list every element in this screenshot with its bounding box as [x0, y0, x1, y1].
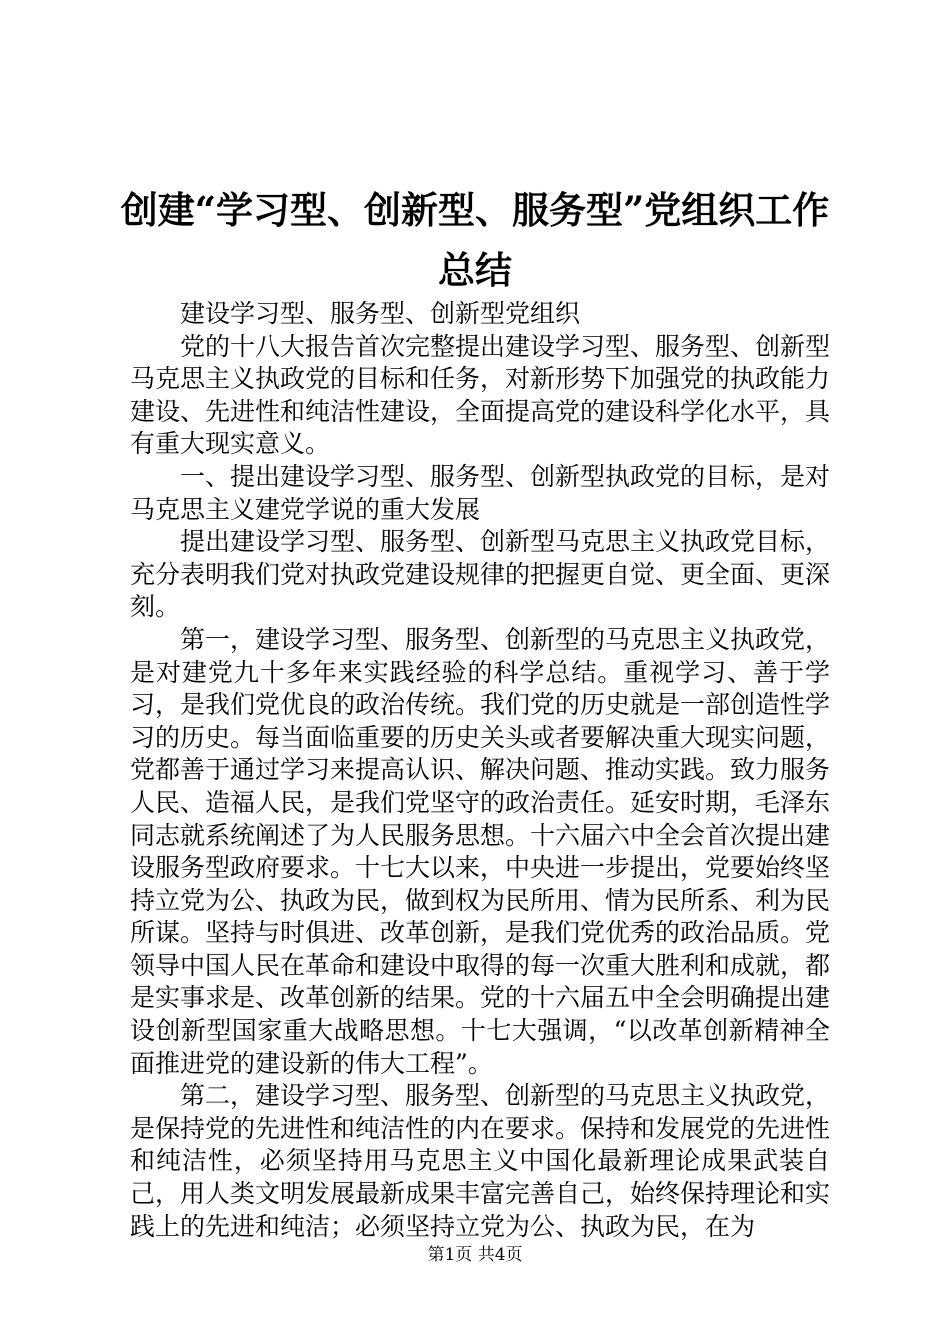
paragraph-body: 提出建设学习型、服务型、创新型马克思主义执政党目标，充分表明我们党对执政党建设规律的把握更自觉、更全面、更深刻。 — [130, 527, 831, 622]
paragraph-body: 第二，建设学习型、服务型、创新型的马克思主义执政党，是保持党的先进性和纯洁性的内在要求。保持和发展党的先进性和纯洁性，必须坚持用马克思主义中国化最新理论成果武装自己，用人类文明发展最新成果丰富完善自己，始终保持理论和实践上的先进和纯洁；必须坚持立党为公、执政为民，在为 — [130, 1081, 831, 1241]
document-title-line-2: 总结 — [438, 248, 512, 292]
document-body — [130, 298, 830, 1243]
document-title-line-1: 创建“学习型、创新型、服务型”党组织工作 — [120, 188, 830, 232]
paragraph-subtitle: 建设学习型、服务型、创新型党组织 — [180, 299, 581, 328]
paragraph-intro: 党的十八大报告首次完整提出建设学习型、服务型、创新型马克思主义执政党的目标和任务，对新形势下加强党的执政能力建设、先进性和纯洁性建设，全面提高党的建设科学化水平，具有重大现实意义。 — [130, 331, 831, 459]
paragraph-body: 第一，建设学习型、服务型、创新型的马克思主义执政党，是对建党九十多年来实践经验的科学总结。重视学习、善于学习，是我们党优良的政治传统。我们党的历史就是一部创造性学习的历史。每当面临重要的历史关头或者要解决重大现实问题，党都善于通过学习来提高认识、解决问题、推动实践。致力服务人民、造福人民，是我们党坚守的政治责任。延安时期，毛泽东同志就系统阐述了为人民服务思想。十六届六中全会首次提出建设服务型政府要求。十七大以来，中央进一步提出，党要始终坚持立党为公、执政为民，做到权为民所用、情为民所系、利为民所谋。坚持与时俱进、改革创新，是我们党优秀的政治品质。党领导中国人民在革命和建设中取得的每一次重大胜利和成就，都是实事求是、改革创新的结果。党的十六届五中全会明确提出建设创新型国家重大战略思想。十七大强调，“以改革创新精神全面推进党的建设新的伟大工程”。 — [130, 624, 831, 1078]
paragraph-section-heading: 一、提出建设学习型、服务型、创新型执政党的目标，是对马克思主义建党学说的重大发展 — [130, 461, 831, 524]
page-number-footer: 第1页 共4页 — [427, 1245, 523, 1265]
